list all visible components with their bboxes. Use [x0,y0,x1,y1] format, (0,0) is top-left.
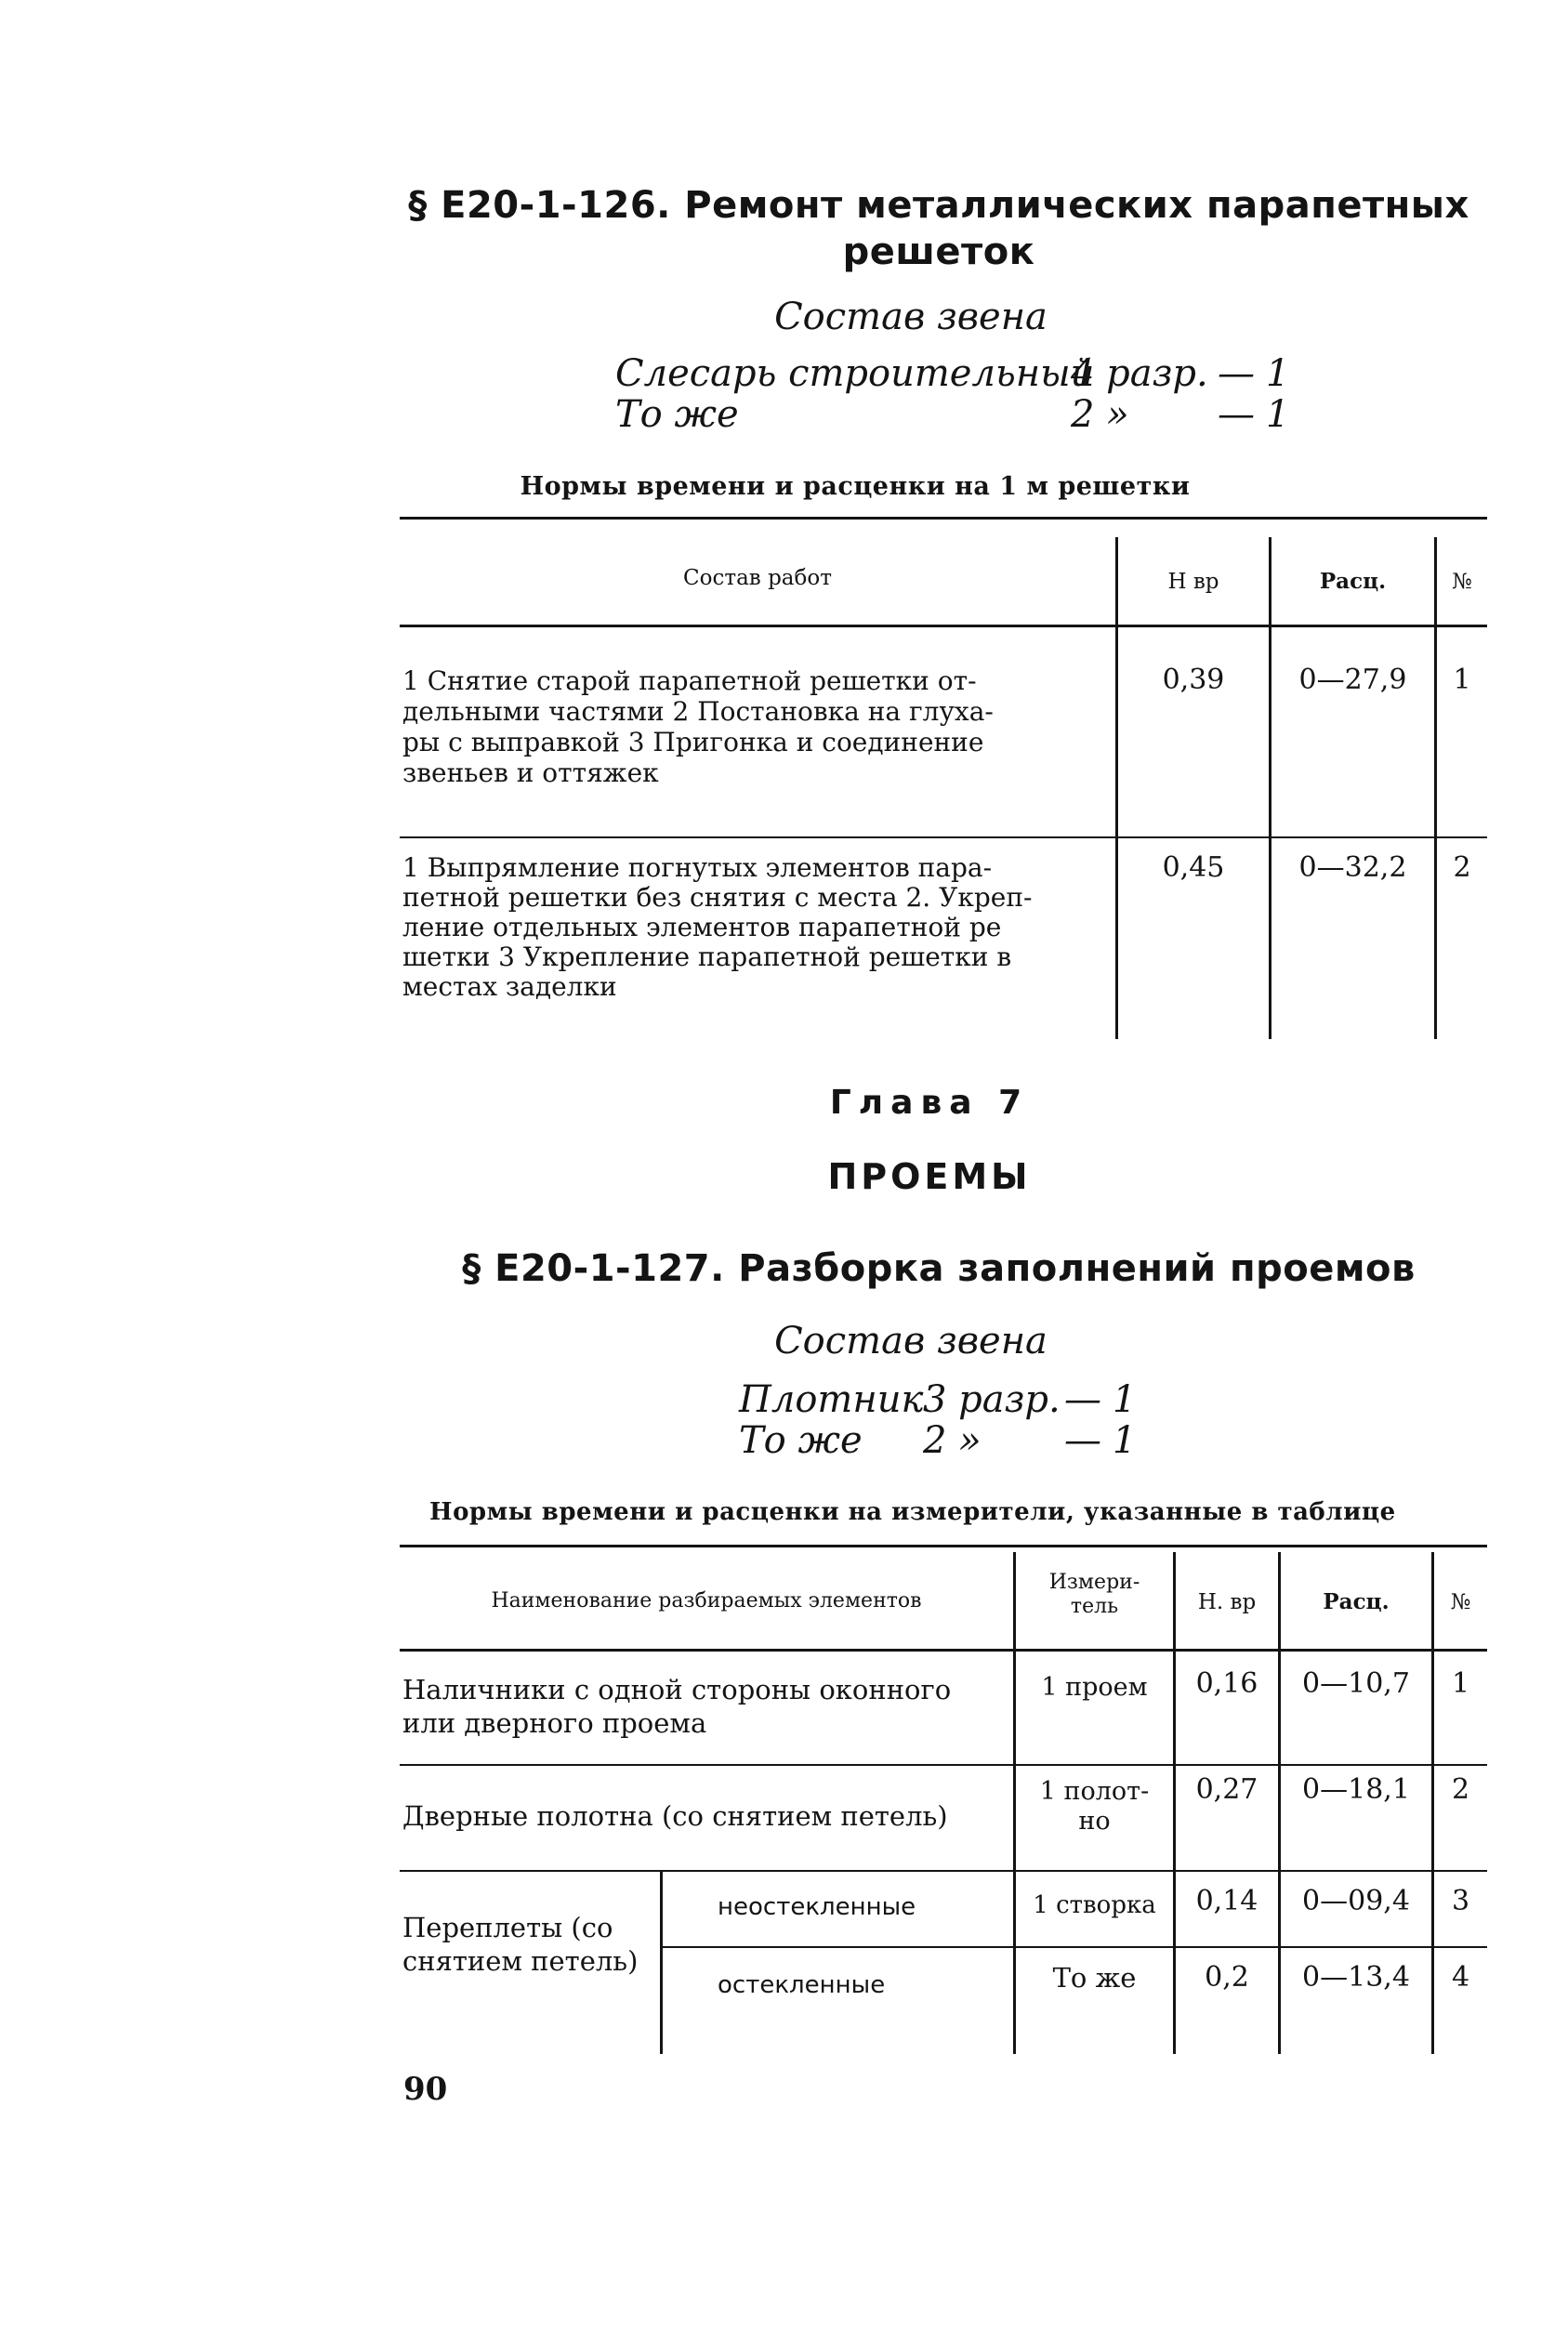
row-price: 0—09,4 [1302,1885,1410,1917]
table-row-rule [400,1764,1487,1766]
crew-grade: 2 » [923,1419,982,1462]
work-line: петной решетки без снятия с места 2. Укреп- [402,882,1033,913]
crew-name: Плотник [739,1378,924,1421]
chapter-label: Глава 7 [829,1084,1030,1122]
header-no: № [1452,570,1472,594]
section1-title-line2: решеток [842,230,1035,273]
header-price: Расц. [1323,1589,1390,1614]
row-price: 0—32,2 [1298,851,1407,884]
group-label-line: снятием петель) [402,1945,639,1977]
section2-crew-list [739,1379,1259,1461]
element-line: или дверного проема [402,1707,707,1739]
section1-crew-list [615,353,1322,435]
crew-name: То же [615,393,739,436]
table-header-rule [400,625,1487,627]
header-time: Н вр [1167,570,1219,594]
page-number: 90 [403,2071,448,2108]
header-unit-line: Измери- [1048,1571,1140,1594]
table-col-divider [1434,537,1437,1039]
group-label [402,1911,653,1978]
table-group-divider [660,1872,663,2054]
table-row-work [402,853,1109,1002]
row-no: 3 [1451,1885,1470,1917]
row-unit: То же [1052,1962,1137,1994]
section1-crew-heading: Состав звена [774,296,1048,338]
row-unit: 1 створка [1033,1891,1156,1919]
table-row-element [402,1673,1007,1740]
row-no: 1 [1451,1667,1470,1700]
crew-row [615,353,1322,394]
chapter-title: ПРОЕМЫ [827,1156,1032,1197]
row-time: 0,39 [1162,664,1225,696]
header-price: Расц. [1319,569,1387,594]
crew-grade: 4 разр. [1071,352,1208,395]
work-line: местах заделки [402,971,617,1002]
work-line: ры с выправкой 3 Пригонка и соединение [402,727,984,757]
row-time: 0,27 [1195,1773,1258,1806]
row-no: 1 [1453,664,1471,696]
table-top-rule [400,517,1487,520]
section1-title [390,182,1487,275]
crew-grade: 3 разр. [923,1378,1061,1421]
crew-dash: — [1218,393,1255,436]
row-price: 0—27,9 [1298,664,1407,696]
row-no: 4 [1451,1961,1470,1994]
table-row-rule [400,836,1487,838]
group-sub-element: неостекленные [718,1893,916,1921]
group-label-line: Переплеты (со [402,1912,613,1943]
crew-row [739,1420,1259,1461]
crew-name: То же [739,1419,863,1462]
row-no: 2 [1453,851,1471,884]
section1-title-line1: § Е20-1-126. Ремонт металлических парапетных [408,184,1469,227]
row-time: 0,14 [1195,1885,1258,1917]
crew-count: 1 [1113,1378,1137,1421]
unit-line: но [1078,1807,1111,1836]
table-top-rule [400,1545,1487,1547]
table-col-divider [1115,537,1118,1039]
section1-table-caption: Нормы времени и расценки на 1 м решетки [520,472,1191,501]
crew-row [739,1379,1259,1420]
table-row-work [402,665,1109,788]
header-unit-line: тель [1070,1595,1119,1618]
crew-count: 1 [1266,393,1290,436]
work-line: ление отдельных элементов парапетной ре [402,912,1002,942]
table-header-rule [400,1649,1487,1652]
row-time: 0,2 [1205,1961,1249,1994]
header-no: № [1450,1590,1471,1614]
group-sub-element: остекленные [718,1971,886,1999]
header-element: Наименование разбираемых элементов [491,1589,922,1613]
crew-count: 1 [1113,1419,1137,1462]
table-subrow-rule [662,1946,1487,1948]
table-row-element: Дверные полотна (со снятием петель) [402,1800,948,1832]
row-unit [1016,1777,1173,1836]
work-line: шетки 3 Укрепление парапетной решетки в [402,941,1012,972]
crew-dash: — [1218,352,1255,395]
work-line: 1 Снятие старой парапетной решетки от- [402,665,977,696]
crew-count: 1 [1266,352,1290,395]
row-no: 2 [1451,1773,1470,1806]
header-work: Состав работ [683,566,832,590]
crew-name: Слесарь строительный [615,352,1095,395]
unit-line: 1 полот- [1039,1777,1150,1806]
work-line: 1 Выпрямление погнутых элементов пара- [402,852,993,883]
section2-table-caption: Нормы времени и расценки на измерители, указанные в таблице [429,1498,1396,1526]
header-unit [1016,1571,1173,1619]
row-price: 0—18,1 [1302,1773,1410,1806]
row-unit: 1 проем [1041,1673,1148,1702]
table-row-rule [400,1870,1487,1872]
row-time: 0,16 [1195,1667,1258,1700]
row-price: 0—13,4 [1302,1961,1410,1994]
section2-title: § Е20-1-127. Разборка заполнений проемов [462,1247,1416,1290]
crew-grade: 2 » [1071,393,1129,436]
row-time: 0,45 [1162,851,1225,884]
section2-crew-heading: Состав звена [774,1320,1048,1362]
table-col-divider [1269,537,1272,1039]
element-line: Наличники с одной стороны оконного [402,1674,952,1705]
crew-dash: — [1064,1378,1101,1421]
work-line: дельными частями 2 Постановка на глуха- [402,696,994,727]
row-price: 0—10,7 [1302,1667,1410,1700]
work-line: звеньев и оттяжек [402,757,659,788]
crew-dash: — [1064,1419,1101,1462]
header-time: Н. вр [1197,1590,1257,1614]
crew-row [615,394,1322,435]
